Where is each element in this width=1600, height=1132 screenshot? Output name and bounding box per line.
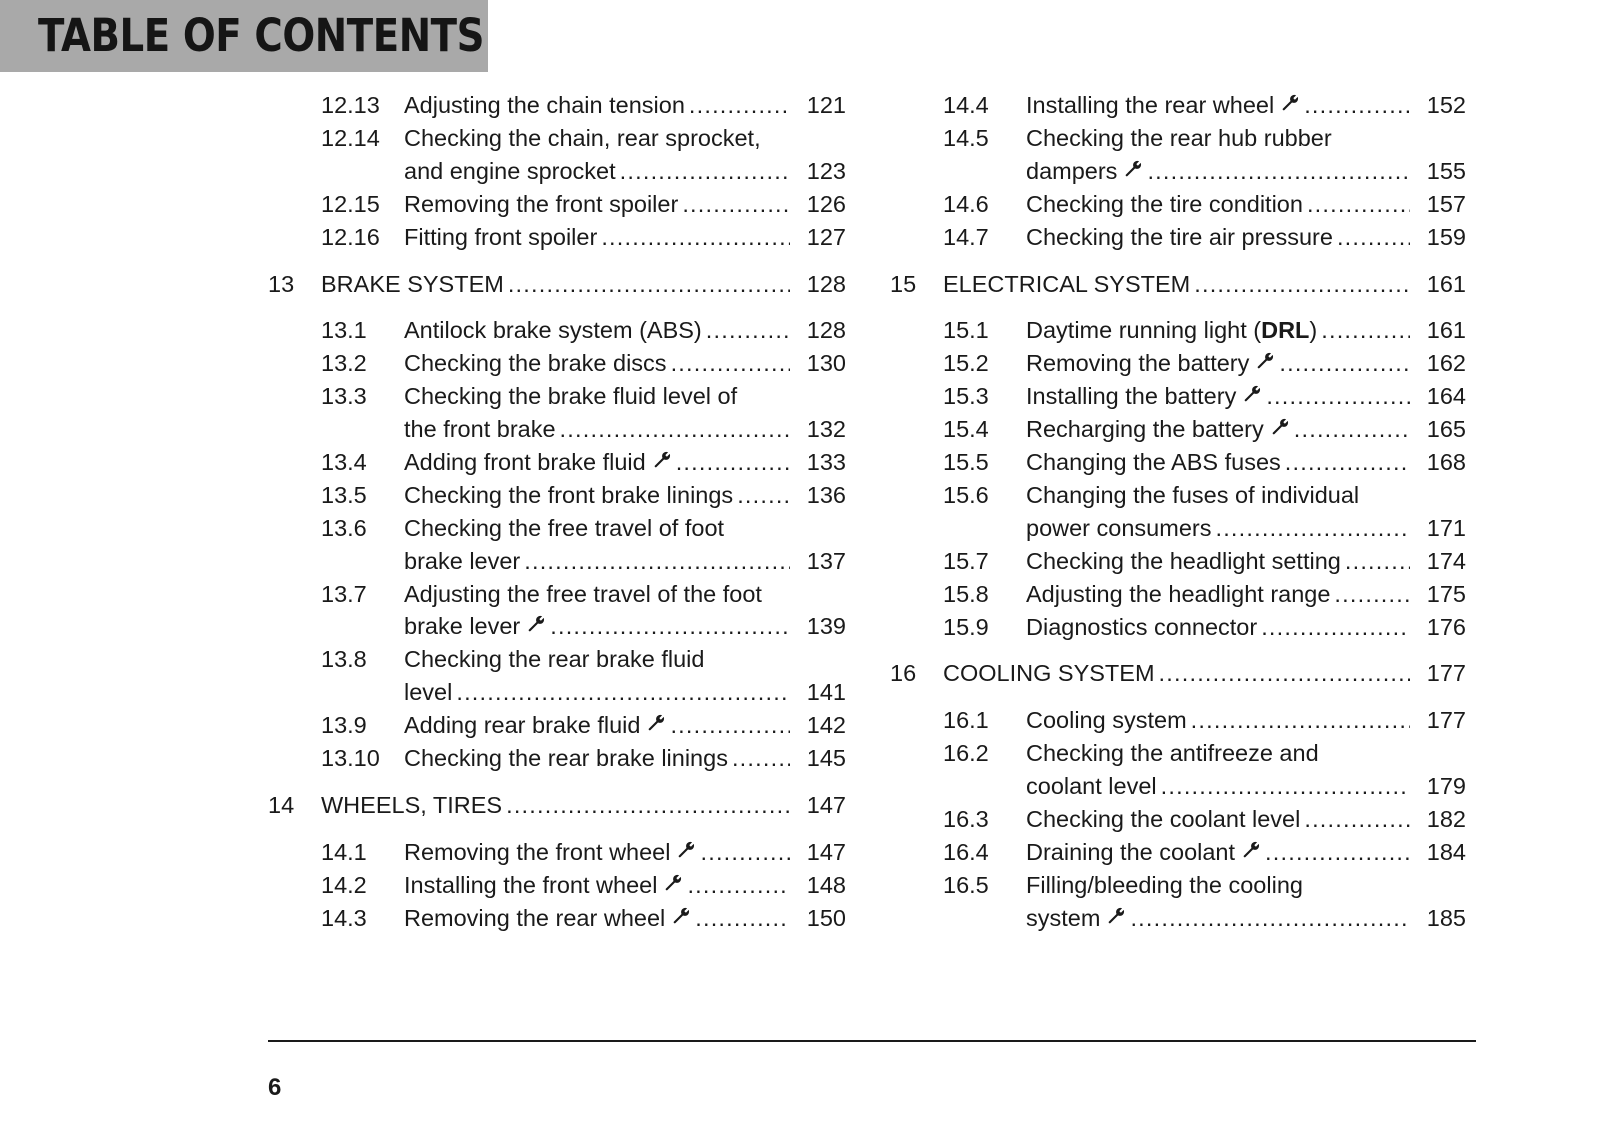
wrench-icon [663,873,683,893]
toc-entry-title: Checking the coolant level [1026,806,1301,832]
toc-page-number: 127 [806,223,846,250]
dot-leader [1304,803,1410,836]
toc-entry-number: 15 [890,270,917,297]
toc-entry-number: 13.6 [321,514,367,541]
dot-leader [1265,836,1410,869]
toc-entry-number: 13 [268,270,295,297]
toc-entry-number: 15.2 [943,350,989,377]
toc-entry-title: Changing the fuses of individual [1026,481,1360,508]
toc-entry-number: 14.1 [321,838,367,865]
toc-entry-title: Checking the brake discs [404,350,667,377]
toc-entry-title: dampers [1026,157,1118,184]
toc-entry-title: Installing the battery [1026,383,1237,410]
toc-page-number: 161 [1426,270,1466,297]
toc-page-number: 161 [1426,317,1466,344]
toc-entry-title: Adding rear brake fluid [404,712,641,739]
dot-leader [1147,155,1410,188]
toc-page-number: 171 [1426,514,1466,541]
toc-page-number: 159 [1426,223,1466,250]
toc-page-number: 148 [806,871,846,898]
toc-entry-title: Checking the free travel of foot [404,514,725,541]
wrench-icon [1270,417,1290,437]
toc-entry-title: Checking the rear brake linings [404,745,728,772]
dot-leader [687,869,790,902]
toc-entry-number: 16.5 [943,871,989,898]
wrench-icon [671,906,691,926]
toc-page-number: 164 [1426,383,1466,410]
toc-entry-number: 13.5 [321,481,367,508]
toc-entry-number: 13.2 [321,350,367,377]
dot-leader [670,709,790,742]
toc-entry-number: 12.13 [321,92,380,118]
toc-entry-title: Removing the battery [1026,350,1250,377]
page-number: 6 [268,1074,282,1101]
dot-leader [1215,512,1410,545]
toc-entry-title: Checking the headlight setting [1026,547,1341,574]
wrench-icon [1242,384,1262,404]
dot-leader [1337,221,1410,254]
toc-entry-number: 15.6 [943,481,989,508]
toc-entry-number: 15.8 [943,580,989,607]
dot-leader [737,479,790,512]
toc-entry-title: Removing the front wheel [404,838,671,865]
toc-entry-title: Filling/bleeding the cooling [1026,871,1303,898]
dot-leader [1161,770,1410,803]
dot-leader [1294,413,1410,446]
toc-entry-title: Recharging the battery [1026,416,1264,443]
toc-entry-number: 14.6 [943,190,989,217]
dot-leader [1266,380,1410,413]
toc-page-number: 121 [806,92,846,118]
toc-page-number: 123 [806,157,846,184]
wrench-icon [652,450,672,470]
toc-entry-title: Daytime running light (DRL) [1026,317,1318,344]
toc-page-number: 177 [1426,707,1466,734]
dot-leader [695,902,790,935]
toc-entry-title: Installing the front wheel [404,871,658,898]
toc-entry-title: Checking the chain, rear sprocket, [404,124,761,151]
toc-entry-title: Checking the tire air pressure [1026,223,1333,250]
toc-page-number: 176 [1426,613,1466,640]
toc-entry-title: Draining the coolant [1026,838,1236,865]
toc-page-number: 150 [806,904,846,931]
toc-entry-title: Adding front brake fluid [404,449,646,475]
toc-page-number: 182 [1426,806,1466,832]
toc-entry-title: Antilock brake system (ABS) [404,317,702,344]
toc-entry-title: Adjusting the chain tension [404,92,685,118]
toc-page-number: 157 [1426,190,1466,217]
toc-page-number: 141 [806,679,846,706]
dot-leader [1130,902,1410,935]
toc-entry-number: 16.1 [943,707,989,734]
toc-page-number: 139 [806,613,846,640]
dot-leader [1194,268,1410,301]
toc-entry-number: 15.1 [943,317,989,344]
toc-page-number: 184 [1426,838,1466,865]
dot-leader [1261,611,1410,644]
toc-entry-number: 13.1 [321,317,367,344]
wrench-icon [1241,840,1261,860]
toc-entry-title: Installing the rear wheel [1026,92,1275,118]
toc-entry-title: level [404,679,453,706]
toc-page-number: 142 [806,712,846,739]
toc-entry-title: brake lever [404,547,521,574]
toc-entry-title: Adjusting the free travel of the foot [404,580,762,607]
toc-entry-number: 15.4 [943,416,989,443]
toc-entry-title: BRAKE SYSTEM [321,270,504,297]
toc-entry-number: 12.15 [321,190,380,217]
dot-leader [550,610,790,643]
toc-page-number: 136 [806,481,846,508]
toc-page-number: 152 [1426,92,1466,118]
toc-entry-number: 14.5 [943,124,989,151]
dot-leader [1307,188,1410,221]
toc-page-number: 162 [1426,350,1466,377]
dot-leader [1321,314,1410,347]
toc-entry-number: 13.7 [321,580,367,607]
toc-page-number: 128 [806,317,846,344]
toc-page-number: 177 [1426,660,1466,687]
toc-entry-title: Changing the ABS fuses [1026,449,1281,475]
toc-entry-title: system [1026,904,1101,931]
toc-entry-number: 14.3 [321,904,367,931]
wrench-icon [526,614,546,634]
toc-entry-title: Removing the rear wheel [404,904,666,931]
dot-leader [732,742,790,775]
toc-entry-number: 15.9 [943,613,989,640]
toc-page-number: 147 [806,792,846,818]
toc-entry-title: Cooling system [1026,707,1187,734]
toc-entry-number: 13.3 [321,383,367,410]
toc-page-number: 130 [806,350,846,377]
dot-leader [506,789,790,822]
wrench-icon [1106,906,1126,926]
toc-entry-title: Checking the rear hub rubber [1026,124,1332,151]
toc-entry-title: COOLING SYSTEM [943,660,1155,687]
dot-leader [601,221,790,254]
toc-entry-title: the front brake [404,416,556,443]
footer-divider [268,1040,1476,1042]
dot-leader [560,413,790,446]
toc-entry-number: 16.2 [943,740,989,767]
toc-page-number: 137 [806,547,846,574]
toc-entry-number: 15.7 [943,547,989,574]
toc-entry-title: Checking the brake fluid level of [404,383,738,410]
toc-entry-number: 16.3 [943,806,989,832]
dot-leader [700,836,790,869]
header-band [0,0,488,72]
wrench-icon [1255,351,1275,371]
toc-entry-number: 16.4 [943,838,989,865]
dot-leader [456,676,790,709]
dot-leader [706,314,790,347]
toc-entry-number: 15.3 [943,383,989,410]
dot-leader [682,188,790,221]
toc-entry-title: WHEELS, TIRES [321,792,503,818]
toc-entry-number: 14.4 [943,92,989,118]
toc-entry-number: 13.4 [321,449,367,475]
toc-entry-number: 14.7 [943,223,989,250]
page-title: TABLE OF CONTENTS [38,9,485,62]
toc-entry-number: 13.10 [321,745,380,772]
dot-leader [676,446,790,479]
dot-leader [524,545,790,578]
toc-entry-number: 13.9 [321,712,367,739]
toc-entry-title: Checking the front brake linings [404,481,734,508]
toc-entry-title: coolant level [1026,773,1157,800]
wrench-icon [1123,159,1143,179]
toc-entry-title: Checking the rear brake fluid [404,646,705,673]
toc-page-number: 145 [806,745,846,772]
dot-leader [620,155,790,188]
dot-leader [689,89,790,122]
dot-leader [671,347,790,380]
wrench-icon [1280,93,1300,113]
toc-page-number: 175 [1426,580,1466,607]
wrench-icon [676,840,696,860]
toc-page-number: 185 [1426,904,1466,931]
dot-leader [1345,545,1410,578]
toc-page-number: 133 [806,449,846,475]
toc-entry-title: Diagnostics connector [1026,613,1258,640]
toc-entry-title: ELECTRICAL SYSTEM [943,270,1191,297]
toc-entry-number: 12.14 [321,124,380,151]
dot-leader [508,268,790,301]
toc-entry-title: power consumers [1026,514,1212,541]
toc-entry-number: 16 [890,660,917,687]
toc-entry-title: Checking the antifreeze and [1026,740,1319,767]
toc-entry-title: and engine sprocket [404,157,616,184]
toc-page-number: 126 [806,190,846,217]
toc-page-number: 147 [806,838,846,865]
toc-entry-title: Fitting front spoiler [404,223,598,250]
toc-entry-number: 12.16 [321,223,380,250]
dot-leader [1304,89,1410,122]
toc-entry-number: 13.8 [321,646,367,673]
toc-page-number: 168 [1426,449,1466,475]
wrench-icon [646,713,666,733]
toc-entry-number: 14 [268,792,295,818]
toc-page-number: 128 [806,270,846,297]
toc-entry-number: 15.5 [943,449,989,475]
toc-entry-title: Removing the front spoiler [404,190,679,217]
toc-entry-title: Checking the tire condition [1026,190,1303,217]
toc-entry-title: Adjusting the headlight range [1026,580,1331,607]
toc-entry-title: brake lever [404,613,521,640]
toc-page-number: 132 [806,416,846,443]
toc-page-number: 165 [1426,416,1466,443]
dot-leader [1334,578,1410,611]
dot-leader [1191,704,1410,737]
dot-leader [1285,446,1410,479]
dot-leader [1159,657,1410,690]
dot-leader [1279,347,1410,380]
toc-page-number: 174 [1426,547,1466,574]
toc-entry-number: 14.2 [321,871,367,898]
toc-page-number: 155 [1426,157,1466,184]
toc-page-number: 179 [1426,773,1466,800]
